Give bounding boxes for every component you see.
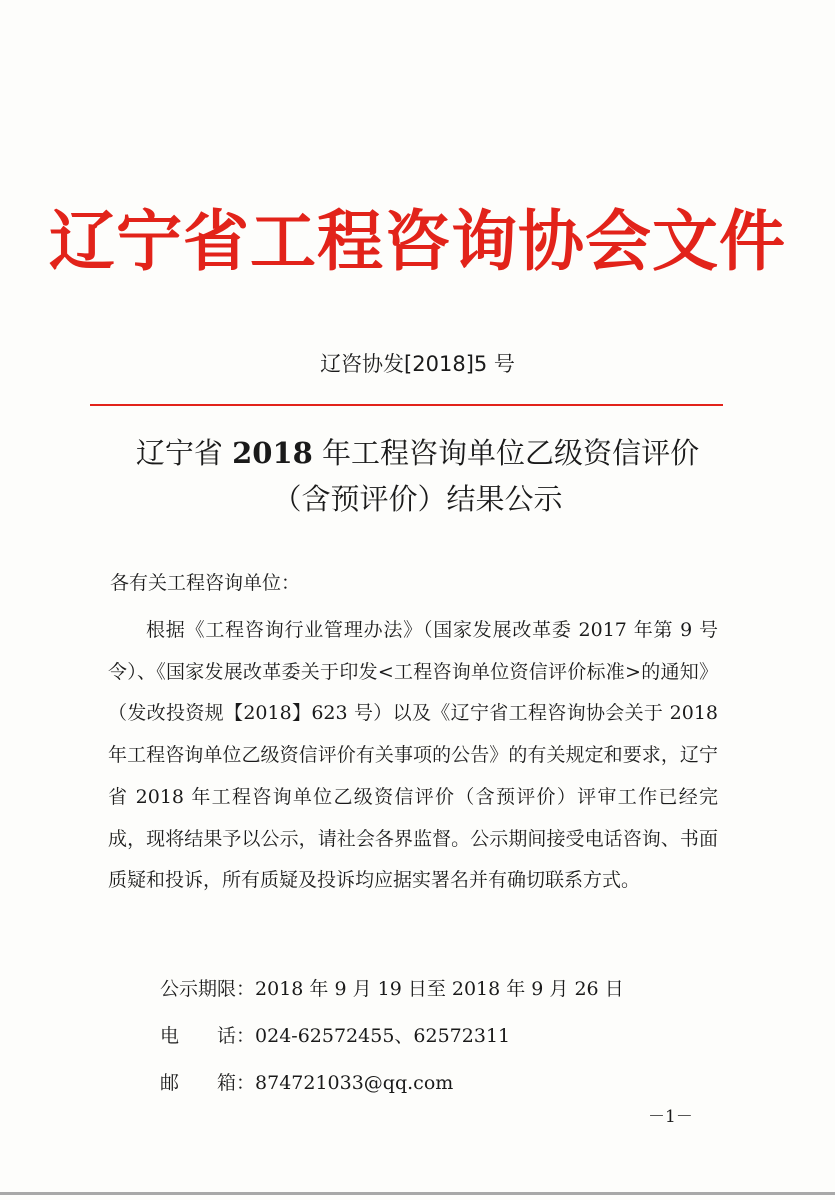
publicity-period — [160, 974, 624, 1001]
scan-bottom-edge — [0, 1192, 835, 1195]
contact-phone-label: 电 话： — [160, 1025, 256, 1047]
title-line-2: （含预评价）结果公示 — [272, 482, 563, 516]
red-divider-line — [90, 404, 723, 406]
title-line-1-prefix: 辽宁省 — [135, 436, 233, 470]
publicity-period-value: 2018 年 9 月 19 日至 2018 年 9 月 26 日 — [255, 978, 624, 1000]
body-paragraph: 根据《工程咨询行业管理办法》（国家发展改革委 2017 年第 9 号令）、《国家发展改革委关于印发<工程咨询单位资信评价标准>的通知》（发改投资规【2018】623 号）以及《辽宁省工程咨询协会关于 2018 年工程咨询单位乙级资信评价有关事项的公告》的有关规定和要求，辽宁省 2018 年工程咨询单位乙级资信评价（含预评价）评审工作已经完成，现将结果予以公示，请社会各界监督。公示期间接受电话咨询、书面质疑和投诉，所有质疑及投诉均应据实署名并有确切联系方式。 — [108, 619, 718, 892]
contact-phone-value: 024-62572455、62572311 — [255, 1025, 511, 1047]
page-number: －1－ — [648, 1107, 693, 1127]
publicity-period-label: 公示期限： — [160, 978, 256, 1000]
salutation: 各有关工程咨询单位： — [110, 572, 301, 594]
contact-phone — [160, 1021, 510, 1048]
document-title — [0, 430, 835, 522]
contact-email-value: 874721033@qq.com — [255, 1072, 454, 1094]
title-year: 2018 — [232, 436, 313, 470]
document-number: 辽咨协发[2018]5 号 — [320, 352, 515, 376]
title-line-1-suffix: 年工程咨询单位乙级资信评价 — [312, 436, 700, 470]
issuer-header: 辽宁省工程咨询协会文件 — [49, 202, 786, 280]
title-line-1 — [0, 430, 835, 476]
contact-email-label: 邮 箱： — [160, 1072, 256, 1094]
contact-email — [160, 1068, 453, 1095]
